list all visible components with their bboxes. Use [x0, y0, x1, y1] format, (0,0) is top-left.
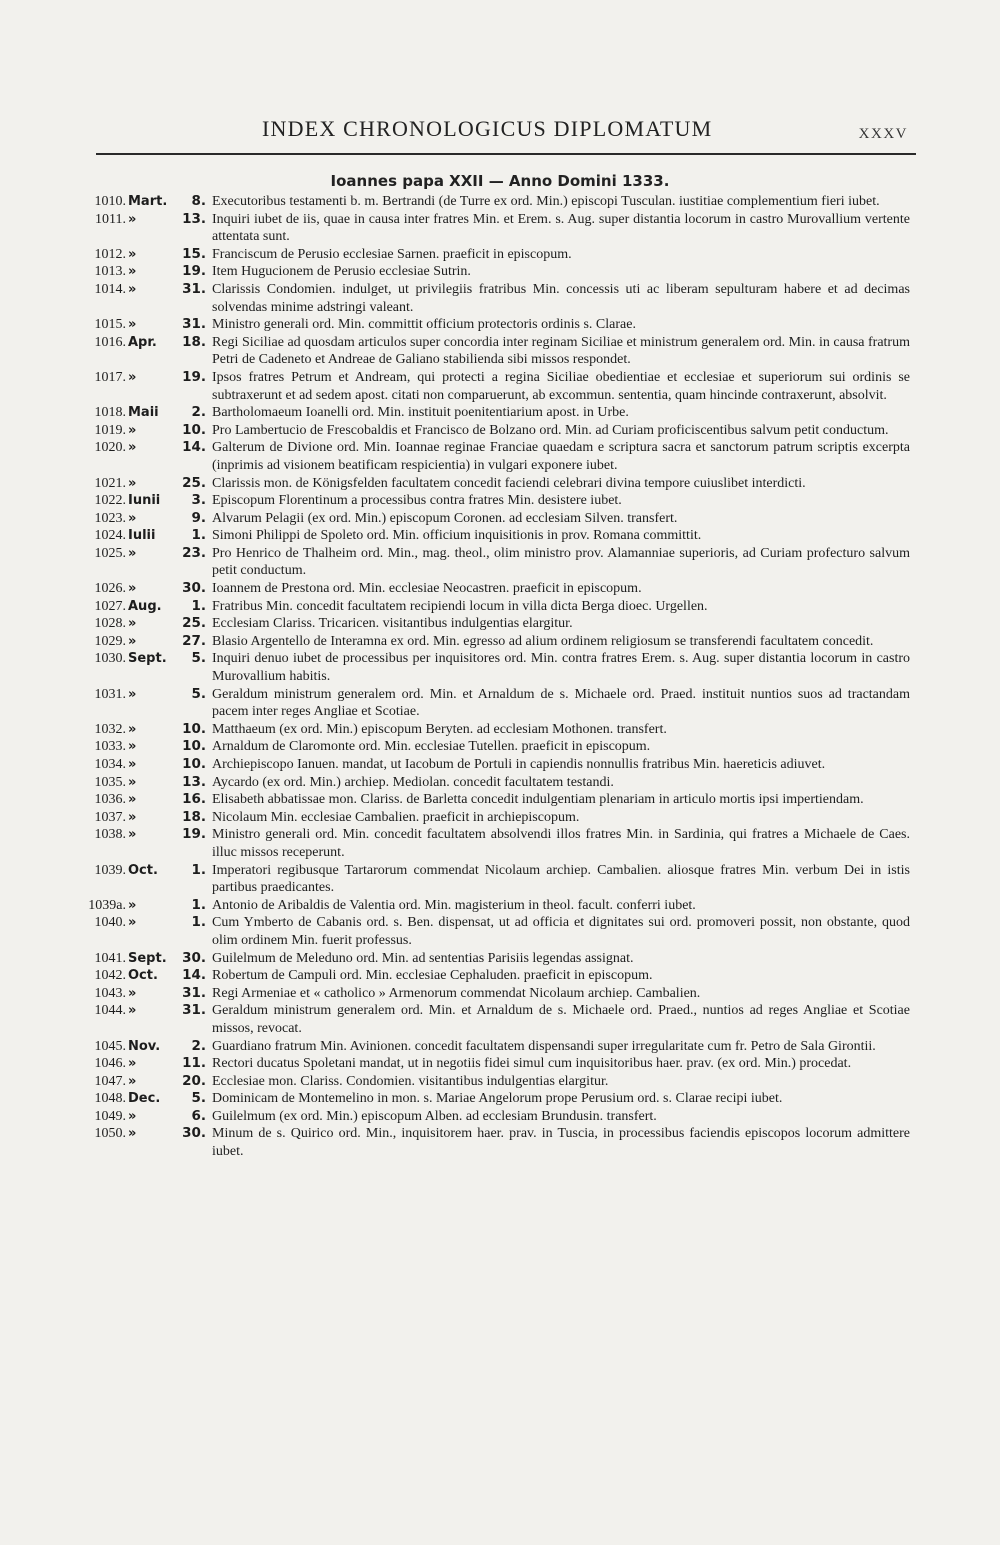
entry-number: 1050.	[94, 1126, 126, 1142]
entry-text: Cum Ymberto de Cabanis ord. s. Ben. dispensat, ut ad officia et dignitates sui ord. promoveri possit, non obstante, quod olim ordinem Min. fuerit professus.	[212, 915, 910, 948]
entry-month: »	[128, 792, 137, 808]
entry-day: 23.	[182, 544, 206, 561]
entry-day: 18.	[182, 333, 206, 350]
entry-month: »	[128, 721, 137, 737]
entry-day: 31.	[182, 1002, 206, 1019]
entry-day: 14.	[182, 967, 206, 984]
entry-row	[86, 809, 910, 827]
entry-number: 1015.	[94, 317, 126, 333]
entry-text: Ioannem de Prestona ord. Min. ecclesiae Neocastren. praeficit in episcopum.	[212, 581, 642, 597]
entry-row	[86, 985, 910, 1003]
entry-number: 1040.	[94, 915, 126, 931]
entry-row	[86, 633, 910, 651]
entry-row	[86, 914, 910, 949]
entry-row	[86, 281, 910, 316]
entry-number: 1027.	[94, 598, 126, 614]
entry-text: Bartholomaeum Ioanelli ord. Min. instituit poenitentiarium apost. in Urbe.	[212, 405, 629, 421]
entry-text: Franciscum de Perusio ecclesiae Sarnen. praeficit in episcopum.	[212, 246, 572, 262]
entry-text: Inquiri iubet de iis, quae in causa inter fratres Min. et Erem. s. Aug. super distantia locorum in castro Murovallium vertente attentata sunt.	[212, 211, 910, 245]
entry-number: 1019.	[94, 422, 126, 438]
entry-text: Item Hugucionem de Perusio ecclesiae Sutrin.	[212, 264, 471, 280]
entry-month: »	[128, 809, 137, 825]
entry-text: Guardiano fratrum Min. Avinionen. concedit facultatem dispensandi super irregularitate cum fr. Petro de Sala Girontii.	[212, 1038, 876, 1054]
entry-text: Fratribus Min. concedit facultatem recipiendi locum in villa dicta Berga dioec. Urgellen.	[212, 598, 708, 614]
entry-text: Elisabeth abbatissae mon. Clariss. de Barletta concedit indulgentiam plenariam in articulo mortis ipsi impertiendam.	[212, 792, 864, 808]
entry-number: 1032.	[94, 721, 126, 737]
entry-number: 1034.	[94, 757, 126, 772]
entry-row	[86, 1002, 910, 1037]
entry-month: »	[128, 897, 137, 913]
entry-text: Nicolaum Min. ecclesiae Cambalien. praeficit in archiepiscopum.	[212, 809, 580, 825]
entry-number: 1022.	[94, 493, 126, 509]
entry-number: 1039.	[94, 862, 126, 878]
entry-row	[86, 615, 910, 633]
entry-day: 18.	[182, 808, 206, 825]
entry-text: Ecclesiam Clariss. Tricaricen. visitantibus indulgentias elargitur.	[212, 616, 573, 632]
entry-row	[86, 721, 910, 739]
entry-number: 1043.	[94, 985, 126, 1001]
entry-day: 6.	[191, 1107, 206, 1124]
entry-day: 19.	[182, 826, 206, 843]
entry-month: »	[128, 264, 137, 280]
entry-row	[86, 1090, 910, 1108]
entry-row	[86, 1055, 910, 1073]
entry-number: 1049.	[94, 1108, 126, 1124]
entry-number: 1017.	[94, 369, 126, 385]
entry-month: Sept.	[128, 651, 167, 667]
entry-month: »	[128, 281, 137, 297]
entry-text: Clarissis Condomien. indulget, ut privilegiis fratribus Min. concessis uti ac liberam sepulturam habere et ad decimas solvendas minime adstringi valeant.	[212, 281, 910, 315]
entry-row	[86, 738, 910, 756]
entry-month: »	[128, 317, 137, 333]
entry-month: »	[128, 1056, 137, 1072]
entry-month: »	[128, 1003, 137, 1019]
entry-number: 1012.	[94, 246, 126, 262]
entry-text: Dominicam de Montemelino in mon. s. Mariae Angelorum prope Perusium ord. s. Clarae recipi iubet.	[212, 1091, 783, 1107]
entry-number: 1021.	[94, 475, 126, 491]
entry-row	[86, 404, 910, 422]
entry-month: Iunii	[128, 493, 161, 509]
entry-number: 1038.	[94, 827, 126, 843]
entry-day: 5.	[191, 685, 206, 702]
entry-day: 14.	[182, 439, 206, 456]
entry-day: 5.	[191, 650, 206, 667]
entry-month: »	[128, 510, 137, 526]
entry-row	[86, 791, 910, 809]
entry-number: 1020.	[94, 440, 126, 456]
entry-day: 13.	[182, 210, 206, 227]
entry-text: Blasio Argentello de Interamna ex ord. Min. egresso ad alium ordinem religiosum se transferendi facultatem concedit.	[212, 633, 874, 649]
entry-text: Alvarum Pelagii (ex ord. Min.) episcopum Coronen. ad ecclesiam Silven. transfert.	[212, 510, 678, 526]
entry-row	[86, 580, 910, 598]
entry-row	[86, 967, 910, 985]
entry-number: 1046.	[94, 1056, 126, 1072]
entry-number: 1014.	[94, 281, 126, 297]
entry-month: »	[128, 1108, 137, 1124]
entry-month: Apr.	[128, 334, 157, 350]
entry-row	[86, 475, 910, 493]
entry-number: 1044.	[94, 1003, 126, 1019]
entry-month: Oct.	[128, 968, 158, 984]
entry-day: 27.	[182, 632, 206, 649]
entry-text: Matthaeum (ex ord. Min.) episcopum Beryten. ad ecclesiam Mothonen. transfert.	[212, 721, 667, 737]
entry-text: Regi Siciliae ad quosdam articulos super concordia inter reginam Siciliae et ministrum generalem ord. Min. in causa fratrum Petri de Cadeneto et Andreae de Galiano stabilienda sibi missos respondet.	[212, 334, 910, 368]
entry-number: 1030.	[94, 651, 126, 667]
entry-text: Guilelmum de Meleduno ord. Min. ad sententias Parisiis legendas assignat.	[212, 950, 634, 966]
entry-text: Executoribus testamenti b. m. Bertrandi (de Turre ex ord. Min.) episcopi Tusculan. iustitiae complementium fieri iubet.	[212, 194, 880, 209]
entry-month: Iulii	[128, 528, 156, 544]
entry-text: Geraldum ministrum generalem ord. Min. et Arnaldum de s. Michaele ord. Praed. instituit nuntios suos ad tractandam pacem inter reges Angliae et Scotiae.	[212, 686, 910, 720]
entry-text: Simoni Philippi de Spoleto ord. Min. officium inquisitionis in prov. Romana committit.	[212, 528, 702, 544]
entry-text: Pro Henrico de Thalheim ord. Min., mag. theol., olim ministro prov. Alamanniae superioris, ad Curiam profecturo salvum petit conductum.	[212, 545, 910, 579]
entry-row	[86, 897, 910, 915]
entry-number: 1035.	[94, 774, 126, 790]
entry-day: 3.	[191, 492, 206, 509]
entry-text: Galterum de Divione ord. Min. Ioannae reginae Franciae quaedam e scriptura sacra et sanctorum patrum scriptis excerpta (inprimis ad visionem beatificam respicientia) in vulgari exponere iubet.	[212, 440, 910, 473]
entry-text: Ministro generali ord. Min. committit officium protectoris ordinis s. Clarae.	[212, 317, 636, 333]
entry-text: Geraldum ministrum generalem ord. Min. et Arnaldum de s. Michaele ord. Praed., nuntios ad reges Angliae et Scotiae missos, revocat.	[212, 1003, 910, 1036]
entry-text: Aycardo (ex ord. Min.) archiep. Mediolan. concedit facultatem testandi.	[212, 774, 614, 790]
entry-month: »	[128, 739, 137, 755]
entry-number: 1029.	[94, 633, 126, 649]
entry-number: 1037.	[94, 809, 126, 825]
entry-text: Archiepiscopo Ianuen. mandat, ut Iacobum de Portuli in capiendis nonnullis fratribus Min. haereticis adiuvet.	[212, 757, 826, 772]
entry-row	[86, 756, 910, 774]
entry-month: »	[128, 633, 137, 649]
entry-text: Imperatori regibusque Tartarorum commendat Nicolaum archiep. Cambalien. aliosque fratres Min. verbum Dei in istis partibus praedicantes.	[212, 862, 910, 896]
entry-month: »	[128, 774, 137, 790]
entry-row	[86, 1125, 910, 1160]
entry-number: 1011.	[95, 211, 126, 227]
entry-row	[86, 774, 910, 792]
entry-day: 10.	[182, 421, 206, 438]
entry-number: 1016.	[94, 334, 126, 350]
entry-row	[86, 686, 910, 721]
entry-month: Aug.	[128, 598, 162, 614]
entry-row	[86, 510, 910, 528]
entry-day: 19.	[182, 368, 206, 385]
entry-month: »	[128, 985, 137, 1001]
entry-day: 10.	[182, 738, 206, 755]
entry-month: Maii	[128, 405, 159, 421]
entry-day: 15.	[182, 245, 206, 262]
entry-row	[86, 334, 910, 369]
entry-number: 1039a.	[88, 897, 126, 913]
entry-month: »	[128, 915, 137, 931]
entry-number: 1025.	[94, 545, 126, 561]
entry-row	[86, 598, 910, 616]
entry-text: Ipsos fratres Petrum et Andream, qui protecti a regina Siciliae obedientiae et ecclesiae et superiorum sui ordinis se subtraxerunt et ad sedem apost. citati non comparuerunt, ab excommun. sententia, quam hincinde contraxerunt, absolvit.	[212, 369, 910, 403]
section-title: Ioannes papa XXII — Anno Domini 1333.	[330, 172, 670, 190]
entry-day: 25.	[182, 474, 206, 491]
entry-month: »	[128, 545, 137, 561]
entry-day: 16.	[182, 791, 206, 808]
entry-month: »	[128, 211, 137, 227]
entry-text: Antonio de Aribaldis de Valentia ord. Min. magisterium in theol. facult. conferri iubet.	[212, 897, 696, 913]
entry-number: 1028.	[94, 616, 126, 632]
entry-row	[86, 527, 910, 545]
entry-day: 1.	[191, 896, 206, 913]
entry-row	[86, 826, 910, 861]
entry-day: 11.	[182, 1055, 206, 1072]
entry-row	[86, 193, 910, 211]
entry-row	[86, 439, 910, 474]
entry-number: 1042.	[94, 968, 126, 984]
entry-month: »	[128, 581, 137, 597]
entry-day: 2.	[191, 1037, 206, 1054]
entry-text: Ministro generali ord. Min. concedit facultatem absolvendi illos fratres Min. in Sardinia, qui fratres a Michaele de Caes. illuc missos receperunt.	[212, 827, 910, 860]
entry-day: 31.	[182, 280, 206, 297]
header-rule	[96, 153, 916, 155]
entry-day: 19.	[182, 263, 206, 280]
entry-day: 10.	[182, 720, 206, 737]
entry-number: 1031.	[94, 686, 126, 702]
entry-row	[86, 862, 910, 897]
entry-number: 1041.	[94, 950, 126, 966]
entry-text: Regi Armeniae et « catholico » Armenorum commendat Nicolaum archiep. Cambalien.	[212, 985, 701, 1001]
entry-text: Arnaldum de Claromonte ord. Min. ecclesiae Tutellen. praeficit in episcopum.	[212, 739, 651, 755]
entry-text: Guilelmum (ex ord. Min.) episcopum Alben. ad ecclesiam Brundusin. transfert.	[212, 1108, 657, 1124]
entry-text: Minum de s. Quirico ord. Min., inquisitorem haer. prav. in Tuscia, in processibus faciendis episcopos locorum admittere iubet.	[212, 1126, 910, 1160]
entry-number: 1013.	[94, 264, 126, 280]
entry-day: 30.	[182, 580, 206, 597]
running-head	[0, 116, 1000, 148]
entry-month: »	[128, 1073, 137, 1089]
entry-day: 8.	[191, 193, 206, 209]
entry-month: Oct.	[128, 862, 158, 878]
entry-number: 1010.	[94, 194, 126, 209]
running-title: INDEX CHRONOLOGICUS DIPLOMATUM	[262, 116, 713, 141]
entry-number: 1036.	[94, 792, 126, 808]
entry-day: 1.	[191, 527, 206, 544]
entry-row	[86, 650, 910, 685]
entry-month: »	[128, 440, 137, 456]
entry-day: 25.	[182, 615, 206, 632]
entry-text: Rectori ducatus Spoletani mandat, ut in negotiis fidei simul cum inquisitoribus haer. prav. (ex ord. Min.) procedat.	[212, 1056, 852, 1072]
entry-number: 1023.	[94, 510, 126, 526]
entry-month: »	[128, 686, 137, 702]
entry-day: 10.	[182, 756, 206, 772]
entry-month: »	[128, 369, 137, 385]
entry-row	[86, 369, 910, 404]
entry-number: 1026.	[94, 581, 126, 597]
entry-day: 31.	[182, 316, 206, 333]
entry-text: Clarissis mon. de Königsfelden facultatem concedit faciendi celebrari divina tempore cuiuslibet interdicti.	[212, 475, 806, 491]
entry-month: Mart.	[128, 194, 168, 209]
entry-month: Sept.	[128, 950, 167, 966]
entry-text: Episcopum Florentinum a processibus contra fratres Min. desistere iubet.	[212, 493, 622, 509]
entry-day: 5.	[191, 1090, 206, 1107]
entry-row	[86, 316, 910, 334]
entry-row	[86, 263, 910, 281]
entry-month: »	[128, 246, 137, 262]
entry-month: Nov.	[128, 1038, 161, 1054]
entry-month: Dec.	[128, 1091, 161, 1107]
entry-row	[86, 422, 910, 440]
entry-row	[86, 950, 910, 968]
entry-day: 1.	[191, 597, 206, 614]
entry-row	[86, 1038, 910, 1056]
entry-month: »	[128, 475, 137, 491]
entry-day: 9.	[191, 509, 206, 526]
entry-row	[86, 1108, 910, 1126]
entry-row	[86, 1073, 910, 1091]
entry-row	[86, 211, 910, 246]
entry-day: 30.	[182, 1125, 206, 1142]
entry-number: 1045.	[94, 1038, 126, 1054]
entry-day: 13.	[182, 773, 206, 790]
entry-month: »	[128, 616, 137, 632]
entry-day: 1.	[191, 861, 206, 878]
entry-text: Inquiri denuo iubet de processibus per inquisitores ord. Min. contra fratres Erem. s. Aug. super distantia locorum in castro Murovallium habitis.	[212, 651, 910, 685]
entry-text: Robertum de Campuli ord. Min. ecclesiae Cephaluden. praeficit in episcopum.	[212, 968, 653, 984]
entry-number: 1048.	[94, 1091, 126, 1107]
entry-day: 30.	[182, 949, 206, 966]
entry-month: »	[128, 757, 137, 772]
entry-text: Pro Lambertucio de Frescobaldis et Francisco de Bolzano ord. Min. ad Curiam proficiscentibus salvum petit conductum.	[212, 422, 889, 438]
entry-month: »	[128, 1126, 137, 1142]
entry-number: 1047.	[94, 1073, 126, 1089]
page-number: XXXV	[858, 126, 908, 142]
entry-row	[86, 492, 910, 510]
entry-day: 20.	[182, 1072, 206, 1089]
entry-day: 31.	[182, 984, 206, 1001]
entry-number: 1024.	[94, 528, 126, 544]
entries-list	[86, 193, 910, 1161]
entry-day: 2.	[191, 404, 206, 421]
entry-text: Ecclesiae mon. Clariss. Condomien. visitantibus indulgentias elargitur.	[212, 1073, 609, 1089]
entry-month: »	[128, 827, 137, 843]
entry-day: 1.	[191, 914, 206, 931]
entry-row	[86, 246, 910, 264]
entry-month: »	[128, 422, 137, 438]
entry-number: 1018.	[94, 405, 126, 421]
entry-row	[86, 545, 910, 580]
entry-number: 1033.	[94, 739, 126, 755]
